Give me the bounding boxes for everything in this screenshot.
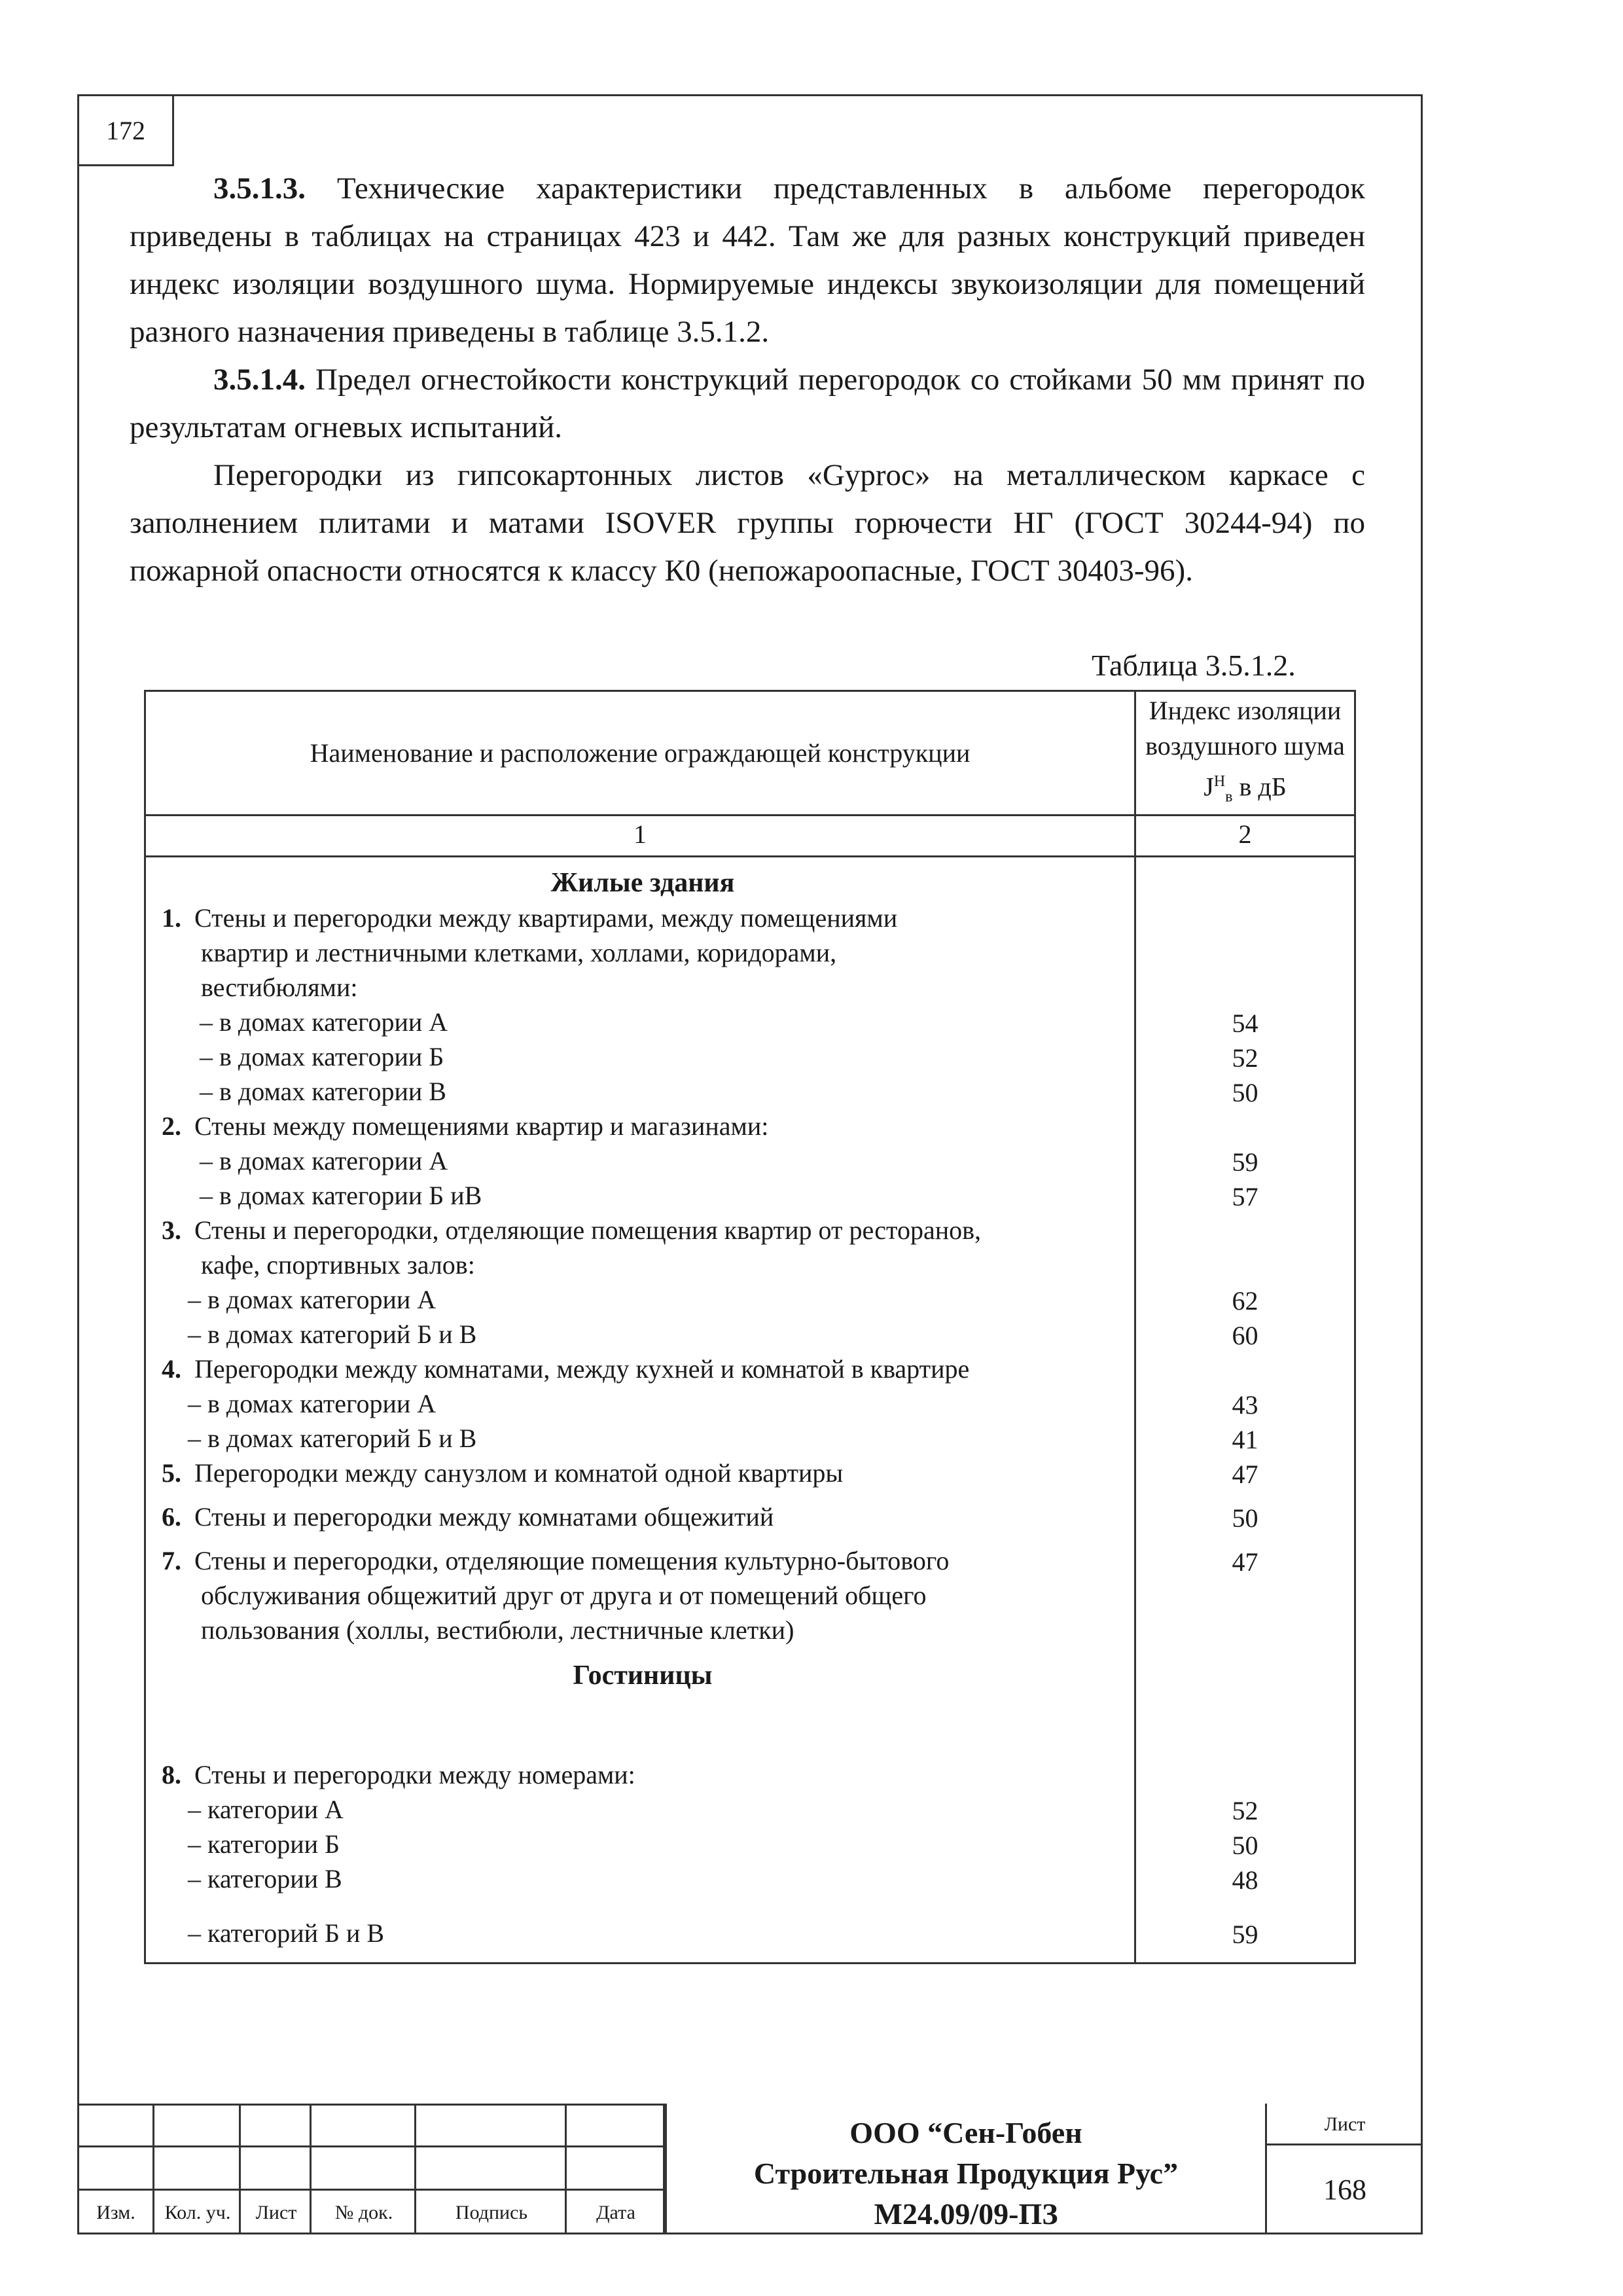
stamp-label: Лист — [255, 2202, 297, 2223]
item-text: Перегородки между санузлом и комнатой одной квартиры — [194, 1458, 844, 1488]
table-row: – категории А — [188, 1795, 344, 1825]
section-hotels: Гостиницы — [573, 1660, 713, 1691]
item-text: Стены и перегородки между комнатами общежитий — [194, 1502, 774, 1532]
sheet-label: Лист — [1267, 2104, 1423, 2145]
header-col1: Наименование и расположение ограждающей конструкции — [145, 691, 1135, 816]
item-number: 6. — [162, 1502, 181, 1532]
stamp-label: Подпись — [455, 2202, 528, 2223]
stamp-label: Дата — [596, 2202, 635, 2223]
insulation-value: 43 — [1232, 1390, 1258, 1420]
insulation-value: 59 — [1232, 1919, 1258, 1949]
item-text: Стены и перегородки между квартирами, между помещениями — [194, 903, 898, 933]
sheet-number: 168 — [1323, 2174, 1366, 2206]
table-row: – в домах категории А — [200, 1007, 448, 1037]
table-row: – категории Б — [188, 1829, 340, 1859]
item-number: 3. — [162, 1215, 181, 1246]
table-row — [158, 1456, 1128, 1490]
organization-block — [665, 2104, 1267, 2234]
stamp-label: Кол. уч. — [164, 2202, 231, 2223]
insulation-value: 52 — [1232, 1795, 1258, 1825]
table-row — [158, 1543, 1128, 1578]
table-content-cell — [145, 857, 1135, 1964]
insulation-value: 48 — [1232, 1865, 1258, 1895]
item-text: Перегородки между комнатами, между кухней и комнатой в квартире — [194, 1354, 970, 1384]
col-number-2: 2 — [1135, 816, 1355, 857]
table-caption: Таблица 3.5.1.2. — [1092, 649, 1296, 682]
table-row: – в домах категории А — [200, 1146, 448, 1176]
title-block — [77, 2104, 1423, 2234]
item-text: Стены и перегородки между номерами: — [194, 1760, 635, 1790]
table-row — [158, 1213, 1128, 1247]
sound-insulation-table — [144, 690, 1356, 1964]
item-text: Стены и перегородки, отделяющие помещения культурно-бытового — [194, 1546, 950, 1576]
table-row: – в домах категории А — [188, 1285, 437, 1315]
item-number: 1. — [162, 903, 181, 933]
table-values-cell — [1135, 857, 1355, 1964]
table-row: – в домах категории Б иВ — [200, 1181, 482, 1211]
item-number: 4. — [162, 1354, 181, 1384]
paragraph-3-5-1-4: 3.5.1.4. Предел огнестойкости конструкций перегородок со стойками 50 мм принят по результатам огневых испытаний. — [130, 363, 1365, 444]
table-row: – в домах категорий Б и В — [188, 1424, 477, 1454]
item-number: 8. — [162, 1760, 181, 1790]
table-row: – категории В — [188, 1864, 342, 1894]
item-text: Стены между помещениями квартир и магазинами: — [194, 1111, 769, 1141]
section-residential: Жилые здания — [550, 868, 735, 899]
insulation-value: 59 — [1232, 1147, 1258, 1177]
insulation-value: 50 — [1232, 1503, 1258, 1533]
table-row: – в домах категорий Б и В — [188, 1319, 477, 1350]
item-number: 5. — [162, 1458, 181, 1488]
insulation-value: 60 — [1232, 1320, 1258, 1350]
table-row: обслуживания общежитий друг от друга и от помещений общего — [201, 1581, 927, 1611]
hotel-rows — [158, 1757, 1128, 1950]
table-row: – в домах категории Б — [200, 1042, 444, 1072]
table-row: пользования (холлы, вестибюли, лестничные клетки) — [201, 1615, 794, 1645]
revision-grid — [77, 2104, 665, 2234]
paragraph-gyproc: Перегородки из гипсокартонных листов «Gyproc» на металлическом каркасе с заполнением плитами и матами ISOVER группы горючести НГ (ГОСТ 30244-94) по пожарной опасности относятся к классу К0 (непожароопасные, ГОСТ 30403-96). — [130, 458, 1365, 588]
insulation-value: 47 — [1232, 1547, 1258, 1577]
grid-line — [77, 2145, 665, 2147]
table-row: – в домах категории А — [188, 1389, 437, 1419]
table-row: кафе, спортивных залов: — [201, 1250, 475, 1280]
document-code: М24.09/09-ПЗ — [874, 2197, 1058, 2231]
org-line-1: ООО “Сен-Гобен — [849, 2116, 1082, 2149]
item-text: Стены и перегородки, отделяющие помещения квартир от ресторанов, — [194, 1215, 982, 1246]
header-col2: Индекс изоляции воздушного шума $J^H_в$ в дБ — [1135, 691, 1355, 816]
insulation-value: 41 — [1232, 1424, 1258, 1454]
insulation-value: 57 — [1232, 1181, 1258, 1211]
insulation-value: 52 — [1232, 1043, 1258, 1073]
body-text — [130, 165, 1365, 595]
table-row: квартир и лестничными клетками, холлами, коридорами, — [201, 938, 837, 968]
top-page-number: 172 — [77, 94, 174, 166]
insulation-value: 47 — [1232, 1459, 1258, 1489]
table-row — [158, 1352, 1128, 1386]
paragraph-3-5-1-3: 3.5.1.3. Технические характеристики представленных в альбоме перегородок приведены в таблицах на страницах 423 и 442. Там же для разных конструкций приведен индекс изоляции воздушного шума. Нормируемые индексы звукоизоляции для помещений разного назначения приведены в таблице 3.5.1.2. — [130, 171, 1365, 349]
col-number-1: 1 — [145, 816, 1135, 857]
table-row — [158, 901, 1128, 935]
table-row — [158, 1499, 1128, 1534]
residential-rows — [158, 901, 1128, 1647]
item-number: 7. — [162, 1546, 181, 1576]
insulation-value: 54 — [1232, 1008, 1258, 1038]
insulation-value: 50 — [1232, 1830, 1258, 1860]
table-row — [158, 1757, 1128, 1792]
insulation-value: 50 — [1232, 1077, 1258, 1107]
table-row — [158, 1109, 1128, 1143]
item-number: 2. — [162, 1111, 181, 1141]
table-row: – в домах категории В — [200, 1077, 446, 1107]
grid-line — [77, 2189, 665, 2191]
org-line-2: Строительная Продукция Рус” — [753, 2157, 1179, 2190]
stamp-label: № док. — [334, 2202, 393, 2223]
grid-line — [77, 2104, 665, 2106]
table-row: – категорий Б и В — [188, 1918, 385, 1948]
stamp-label: Изм. — [96, 2202, 135, 2223]
insulation-value: 62 — [1232, 1285, 1258, 1316]
table-row: вестибюлями: — [201, 973, 358, 1003]
